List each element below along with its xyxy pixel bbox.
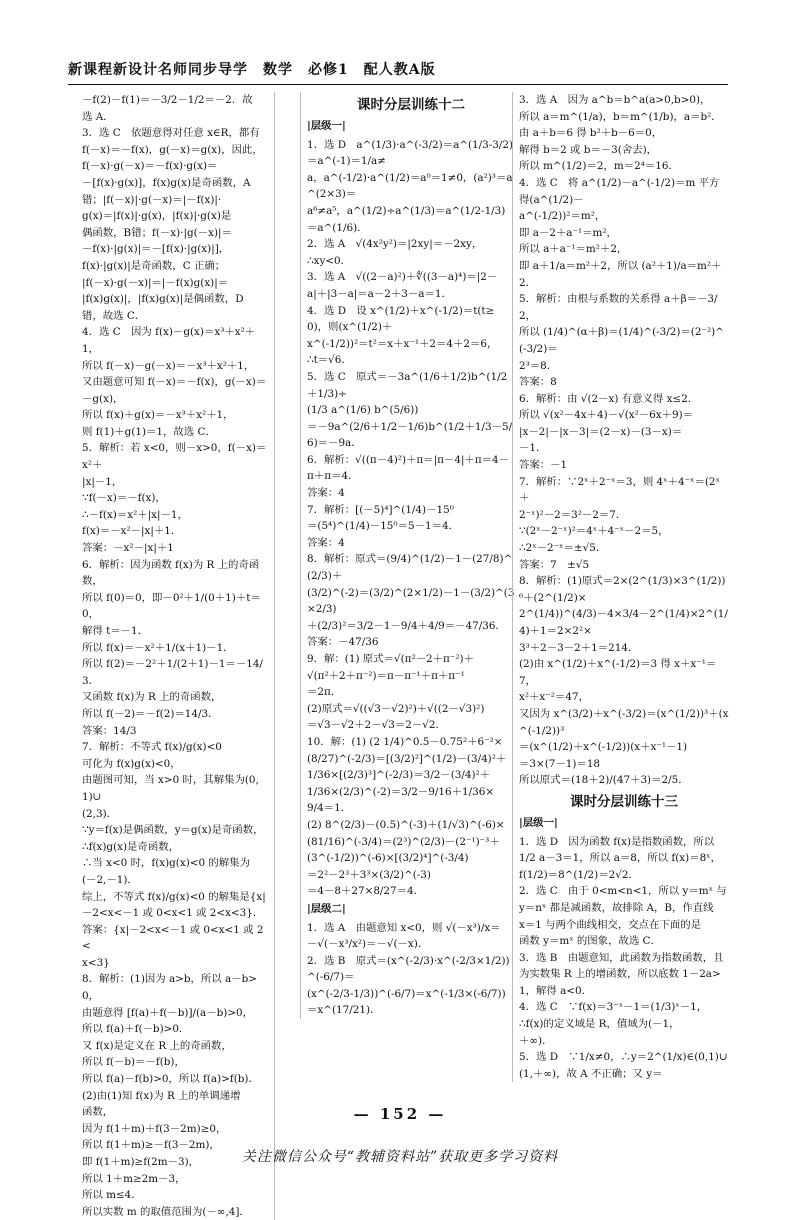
running-header: 新课程新设计名师同步导学 数学 必修1 配人教A版 <box>68 56 728 85</box>
text-line: f(1/2)＝8^(1/2)＝2√2． <box>519 868 639 881</box>
text-line: ∵(2ˣ－2⁻ˣ)²＝4ˣ＋4⁻ˣ－2＝5， <box>519 525 669 538</box>
text-line: 9．解：(1) 原式＝√(π²－2＋π⁻²)＋ <box>307 653 474 665</box>
text-line: －1． <box>519 442 547 455</box>
text-line: (3/2)^(-2)＝(3/2)^(2×1/2)－1－(3/2)^(3×2/3) <box>307 586 515 616</box>
text-line: 2³＝8． <box>519 359 558 372</box>
text-line: 2．选 A √(4x²y²)＝|2xy|＝－2xy， <box>307 238 483 251</box>
text-line: f(x)＝－x²－|x|＋1． <box>82 525 182 538</box>
text-line: (1,＋∞)，故 A 不正确；又 y＝ <box>519 1067 663 1080</box>
section-12-level2-continued <box>519 92 729 789</box>
text-line: |f(x)g(x)|，|f(x)g(x)|是偶函数，D <box>82 293 244 306</box>
text-line: (1/3 a^(1/6) b^(5/6)) <box>307 404 419 417</box>
text-line: (8/27)^(-2/3)＝[(3/2)²]^(1/2)－(3/4)²＋ <box>307 752 507 765</box>
text-line: 7．解析：[(－5)⁴]^(1/4)－15⁰ <box>307 503 454 516</box>
text-line: 答案：4 <box>307 487 345 500</box>
text-line: 7．解析：∵2ˣ＋2⁻ˣ＝3，则 4ˣ＋4⁻ˣ＝(2ˣ＋ <box>519 475 720 505</box>
section-12-level1-answers <box>307 137 515 900</box>
text-line: π＋π＝4． <box>307 470 359 483</box>
text-line: 所以 (1/4)^(α＋β)＝(1/4)^(-3/2)＝(2⁻²)^(-3/2)＝ <box>519 326 724 355</box>
text-line: 即 a＋1/a＝m²＋2，所以 (a²＋1)/a＝m²＋2． <box>519 259 722 289</box>
text-line: 由题图可知，当 x>0 时，其解集为(0,1)∪ <box>82 774 259 803</box>
text-line: x²＋x⁻²＝47， <box>519 691 589 704</box>
section-title-13: 课时分层训练十三 <box>570 793 678 810</box>
text-line: 偶函数，B错；f(－x)·|g(－x)|＝ <box>82 226 232 239</box>
text-line: 2⁻ˣ)²－2＝3²－2＝7． <box>519 508 627 521</box>
text-line: 1/2 a－3＝1，所以 a＝8，所以 f(x)＝8ˣ， <box>519 852 721 865</box>
text-line: ∵y＝f(x)是偶函数，y＝g(x)是奇函数， <box>82 824 264 837</box>
text-line: (x^(-2/3-1/3))^(-6/7)＝x^(-1/3×(-6/7))＝x^(17/21)． <box>307 987 506 1017</box>
text-line: 4．选 D 设 x^(1/2)＋x^(-1/2)＝t(t≥0)，则(x^(1/2)＋ <box>307 304 495 334</box>
text-line: a⁶≠a⁵，a^(1/2)÷a^(1/3)＝a^(1/2-1/3)＝a^(1/6)． <box>307 204 506 234</box>
text-line: 答案：－47/36 <box>307 636 379 649</box>
text-line: f(x)·|g(x)|是奇函数，C 正确； <box>82 259 226 272</box>
text-line: 2^(1/4))^(4/3)－4×3/4－2^(1/4)×2^(1/4)＋1＝2×2²× <box>519 608 728 637</box>
text-line: 为实数集 R 上的增函数，所以底数 1－2a> <box>519 968 721 981</box>
page-number: — 152 — <box>353 1105 447 1123</box>
text-line: 1/36×[(2/3)³]^(-2/3)＝3/2－(3/4)²＋ <box>307 769 491 782</box>
footer-note: 关注微信公众号“教辅资料站”获取更多学习资料 <box>241 1149 559 1165</box>
text-line: f(－x)·g(－x)＝－f(x)·g(x)＝ <box>82 160 218 173</box>
text-line: 所以 f(a)＋f(－b)>0． <box>82 1023 190 1036</box>
text-line: a^(-1/2))²＝m²， <box>519 210 606 223</box>
text-line: 答案：{x|－2<x<－1 或 0<x<1 或 2< <box>82 923 264 953</box>
text-line: 3．选 C 依题意得对任意 x∈R，都有 <box>82 127 260 140</box>
text-line: ∴t＝√6． <box>307 354 352 367</box>
text-line: (2) 8^(2/3)－(0.5)^(-3)＋(1/√3)^(-6)× <box>307 818 505 831</box>
text-line: (81/16)^(-3/4)＝(2³)^(2/3)－(2⁻¹)⁻³＋ <box>307 835 500 848</box>
text-line: 5．选 D ∵1/x≠0，∴y＝2^(1/x)∈(0,1)∪ <box>519 1051 728 1064</box>
text-line: ＝(5⁴)^(1/4)－15⁰＝5－1＝4． <box>307 520 459 533</box>
text-line: 由 a＋b＝6 得 b²＋b－6＝0， <box>519 127 663 140</box>
text-line: √(π²＋2＋π⁻²)＝π－π⁻¹＋π＋π⁻¹ <box>307 669 465 682</box>
text-line: 2．选 B 原式＝(x^(-2/3)·x^(-2/3×1/2))^(-6/7)＝ <box>307 954 510 984</box>
text-line: ∴2ˣ－2⁻ˣ＝±√5． <box>519 542 607 555</box>
text-line: 3．选 B 由题意知，此函数为指数函数，且 <box>519 951 724 964</box>
text-line: a|＋|3－a|＝a－2＋3－a＝1． <box>307 287 452 300</box>
text-line: －√(－x³/x²)＝－√(－x)． <box>307 938 429 951</box>
text-line: 所以 f(x)＋g(x)＝－x³＋x²＋1， <box>82 409 234 422</box>
text-line: y＝nˣ 都是减函数，故排除 A，B，作直线 <box>519 901 714 914</box>
text-line: 所以 f(－2)＝－f(2)＝14/3． <box>82 707 219 720</box>
text-line: ＋∞)． <box>519 1034 553 1047</box>
text-line: x<3} <box>82 956 110 969</box>
text-line: 3．选 A 因为 a^b＝b^a(a>0,b>0)， <box>519 94 711 106</box>
text-line: 6．解析：因为函数 f(x)为 R 上的奇函数， <box>82 558 260 588</box>
text-line: |x－2|－|x－3|＝(2－x)－(3－x)＝ <box>519 425 683 438</box>
level-one-label: |层级一| <box>307 120 346 132</box>
text-line: ∴当 x<0 时，f(x)g(x)<0 的解集为 <box>82 857 250 870</box>
text-line: |f(－x)·g(－x)|＝|－f(x)g(x)|＝ <box>82 276 229 289</box>
text-line: 所以 f(－x)－g(－x)＝－x³＋x²＋1， <box>82 359 255 372</box>
text-line: 4．选 C 因为 f(x)－g(x)＝x³＋x²＋1， <box>82 326 256 355</box>
text-line: 即 f(1＋m)≥f(2m－3)， <box>82 1156 200 1168</box>
text-line: 6．解析：由 √(2－x) 有意义得 x≤2． <box>519 392 699 405</box>
text-line: 又 f(x)是定义在 R 上的奇函数， <box>82 1039 232 1052</box>
text-line: ＝3×(7－1)＝18 <box>519 757 601 770</box>
text-line: ＝－9a^(2/6＋1/2－1/6)b^(1/2＋1/3－5/6)＝－9a． <box>307 420 513 450</box>
text-line: ∵f(－x)＝－f(x)， <box>82 492 166 505</box>
text-line: (－2,－1)． <box>82 873 138 886</box>
text-line: 所以原式＝(18＋2)/(47＋3)＝2/5． <box>519 774 689 787</box>
text-line: 又函数 f(x)为 R 上的奇函数， <box>82 691 222 704</box>
text-line: 由题意得 [f(a)＋f(－b)]/(a－b)>0， <box>82 1006 254 1019</box>
text-line: 5．解析：若 x<0，则－x>0，f(－x)＝x²＋ <box>82 442 267 472</box>
text-line: －[f(x)·g(x)]，f(x)g(x)是奇函数，A <box>82 176 251 189</box>
text-line: 所以 m^(1/2)＝2，m＝2⁴＝16． <box>519 160 679 173</box>
text-line: 5．解析：由根与系数的关系得 a＋β＝－3/2， <box>519 293 718 322</box>
text-line: 5．选 C 原式＝－3a^(1/6＋1/2)b^(1/2＋1/3)÷ <box>307 370 508 400</box>
text-line: 所以 f(x)＝－x²＋1/(x＋1)－1． <box>82 641 234 654</box>
text-line: 所以 1＋m≥2m－3， <box>82 1172 186 1185</box>
text-line: 1，解得 a<0． <box>519 984 592 997</box>
text-line: 因为 f(1＋m)＋f(3－2m)≥0， <box>82 1122 227 1135</box>
text-line: 函数 y＝mˣ 的图象，故选 C． <box>519 935 661 948</box>
column-left <box>82 92 275 1220</box>
text-line: (2)由(1)知 f(x)为 R 上的单调递增 <box>82 1089 241 1102</box>
text-line: －g(x)， <box>82 392 124 405</box>
level-one-label-13: |层级一| <box>519 816 558 829</box>
text-line: (2)由 x^(1/2)＋x^(-1/2)＝3 得 x＋x⁻¹＝7， <box>519 658 717 687</box>
text-line: (3^(-1/2))^(-6)×[(3/2)⁴]^(-3/4) <box>307 852 469 865</box>
text-line: 3³＋2－3－2＋1＝214． <box>519 641 639 654</box>
section-12-level2-answers <box>307 920 515 1020</box>
text-line: ∴xy<0． <box>307 254 352 267</box>
text-line: ＝(x^(1/2)＋x^(-1/2))(x＋x⁻¹－1) <box>519 741 688 754</box>
text-line: (2,3)． <box>82 807 118 820</box>
text-line: a，a^(-1/2)·a^(1/2)＝a⁰＝1≠0，(a²)³＝a^(2×3)＝ <box>307 171 513 201</box>
text-line: 9/4＝1． <box>307 802 352 815</box>
text-line: 所以 √(x²－4x＋4)－√(x²－6x＋9)＝ <box>519 409 694 422</box>
text-line: ＝4－8＋27×8/27＝4． <box>307 885 425 898</box>
text-line: 又由题意可知 f(－x)＝－f(x)，g(－x)＝ <box>82 376 267 389</box>
text-line: 所以 a＝m^(1/a)，b＝m^(1/b)，a＝b²． <box>519 110 722 123</box>
section-13-level1-answers <box>519 834 729 1083</box>
text-line: 1．选 D a^(1/3)·a^(-3/2)＝a^(1/3-3/2)＝a^(-1)＝1/a≠ <box>307 138 514 168</box>
text-line: 2．选 C 由于 0<m<n<1，所以 y＝mˣ 与 <box>519 885 727 898</box>
text-line: ＝2²－2³＋3³×(3/2)^(-3) <box>307 868 431 881</box>
text-line: 答案：7 ±√5 <box>519 558 590 571</box>
text-line: 8．解析：(1)因为 a>b，所以 a－b>0， <box>82 973 257 1003</box>
text-line: 1．选 D 因为函数 f(x)是指数函数，所以 <box>519 835 715 848</box>
text-line: f(－x)＝－f(x)，g(－x)＝g(x)，因此， <box>82 143 263 156</box>
text-line: ＋(2/3)²＝3/2－1－9/4＋4/9＝－47/36． <box>307 619 506 632</box>
text-line: 解得 b＝2 或 b＝－3(舍去)， <box>519 143 658 156</box>
text-line: ＝2π． <box>307 686 342 699</box>
text-line: 可化为 f(x)g(x)<0， <box>82 757 181 770</box>
text-line: 4．选 C 将 a^(1/2)－a^(-1/2)＝m 平方得(a^(1/2)－ <box>519 176 720 206</box>
text-line: g(x)＝|f(x)|·g(x)，|f(x)|·g(x)是 <box>82 210 232 223</box>
text-line: －f(2)－f(1)＝－3/2－1/2＝－2．故 <box>82 94 253 106</box>
text-line: 8．解析：原式＝(9/4)^(1/2)－1－(27/8)^(2/3)＋ <box>307 553 513 583</box>
text-line: 函数， <box>82 1106 114 1119</box>
level-two-label: |层级二| <box>307 902 346 915</box>
text-line: 所以 f(a)－f(b)>0，所以 f(a)>f(b)． <box>82 1073 259 1086</box>
text-line: 答案：－x²－|x|＋1 <box>82 542 174 555</box>
text-line: 10．解：(1) (2 1/4)^0.5－0.75²＋6⁻²× <box>307 735 503 748</box>
text-line: 3．选 A √((2－a)²)＋∜((3－a)⁴)＝|2－ <box>307 271 498 284</box>
text-line: 7．解析：不等式 f(x)/g(x)<0 <box>82 741 222 754</box>
text-line: 答案：－1 <box>519 459 568 472</box>
column-right <box>512 92 729 1082</box>
text-line: 答案：4 <box>307 536 345 549</box>
text-line: 所以 a＋a⁻¹＝m²＋2， <box>519 243 628 256</box>
text-line: 错；|f(－x)|·g(－x)＝|－f(x)|· <box>82 193 222 206</box>
text-line: 答案：8 <box>519 376 557 389</box>
text-line: 8．解析：(1)原式＝2×(2^(1/3)×3^(1/2))⁶＋(2^(1/2)× <box>519 575 726 604</box>
text-line: ∴－f(x)＝x²＋|x|－1， <box>82 508 188 521</box>
text-line: －2<x<－1 或 0<x<1 或 2<x<3}． <box>82 907 264 920</box>
text-line: 所以 f(2)＝－2²＋1/(2＋1)－1＝－14/3． <box>82 658 263 687</box>
text-line: 综上，不等式 f(x)/g(x)<0 的解集是{x| <box>82 890 266 903</box>
text-line: 又因为 x^(3/2)＋x^(-3/2)＝(x^(1/2))³＋(x^(-1/2))³ <box>519 707 729 737</box>
text-line: 所以实数 m 的取值范围为(－∞,4]． <box>82 1205 250 1218</box>
text-line: 6．解析：√((π－4)²)＋π＝|π－4|＋π＝4－ <box>307 453 510 466</box>
section-title-12: 课时分层训练十二 <box>357 97 465 113</box>
text-line: 4．选 C ∵f(x)＝3⁻ˣ－1＝(1/3)ˣ－1， <box>519 1001 708 1014</box>
text-line: 即 a－2＋a⁻¹＝m²， <box>519 226 617 239</box>
text-line: 错，故选 C． <box>82 309 146 322</box>
text-line: ∴f(x)的定义域是 R，值域为(－1， <box>519 1018 680 1031</box>
text-line: 选 A． <box>82 110 114 123</box>
text-line: 1．选 A 由题意知 x<0，则 √(－x³)/x＝ <box>307 921 501 934</box>
text-line: －f(x)·|g(x)|＝－[f(x)·|g(x)|]， <box>82 243 230 256</box>
text-line: 1/36×(2/3)^(-2)＝3/2－9/16＋1/36× <box>307 785 495 798</box>
text-line: (2)原式＝√((√3－√2)²)＋√((2－√3)²) <box>307 702 485 715</box>
text-line: ∴f(x)g(x)是奇函数， <box>82 840 179 853</box>
text-line: 所以 f(－b)＝－f(b)， <box>82 1056 185 1069</box>
text-line: 解得 t＝－1． <box>82 625 149 637</box>
text-line: x＝1 与两个曲线相交，交点在下面的是 <box>519 918 702 931</box>
text-line: x^(-1/2))²＝t²＝x＋x⁻¹＋2＝4＋2＝6， <box>307 337 498 350</box>
text-line: 所以 f(0)＝0，即－0²＋1/(0＋1)＋t＝0， <box>82 591 261 621</box>
text-line: |x|－1， <box>82 475 123 488</box>
column-middle <box>300 92 515 1019</box>
text-line: ＝√3－√2＋2－√3＝2－√2． <box>307 719 446 732</box>
text-line: 则 f(1)＋g(1)＝1，故选 C． <box>82 425 216 438</box>
text-line: 答案：14/3 <box>82 724 137 737</box>
text-line: 所以 m≤4． <box>82 1189 142 1202</box>
text-line: 所以 f(1＋m)≥－f(3－2m)， <box>82 1139 220 1152</box>
